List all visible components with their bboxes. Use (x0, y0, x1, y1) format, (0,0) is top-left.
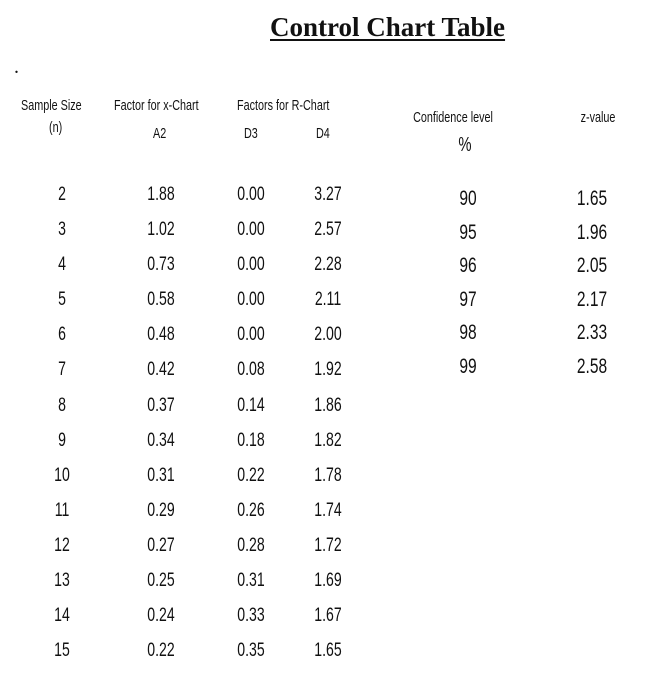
cell-d3: 0.31 (237, 570, 265, 592)
cell-sample-size: 3 (58, 219, 66, 241)
cell-d4: 2.11 (314, 289, 342, 311)
header-sample-size: Sample Size (21, 97, 82, 114)
cell-d3: 0.28 (237, 534, 265, 556)
column-d3 (211, 184, 291, 675)
cell-sample-size: 7 (58, 359, 66, 381)
cell-a2: 0.73 (147, 254, 175, 276)
cell-d4: 1.67 (314, 605, 342, 627)
cell-d3: 0.22 (237, 464, 265, 486)
cell-a2: 0.24 (147, 605, 175, 627)
cell-d3: 0.00 (237, 184, 265, 205)
cell-sample-size: 13 (54, 570, 70, 592)
header-confidence-level: Confidence level (413, 109, 493, 126)
cell-a2: 0.58 (147, 289, 175, 311)
cell-confidence: 90 (459, 187, 477, 210)
column-a2 (121, 184, 201, 675)
cell-d4: 1.92 (314, 359, 342, 381)
cell-sample-size: 6 (58, 324, 66, 346)
header-r-chart: Factors for R-Chart (237, 97, 330, 114)
cell-d4: 1.65 (314, 640, 342, 662)
cell-sample-size: 9 (58, 429, 66, 451)
cell-sample-size: 12 (54, 534, 70, 556)
cell-d4: 1.86 (314, 394, 342, 416)
cell-sample-size: 14 (54, 605, 70, 627)
cell-sample-size: 11 (54, 499, 70, 521)
cell-d3: 0.14 (237, 394, 265, 416)
cell-sample-size: 10 (54, 464, 70, 486)
cell-d4: 1.78 (314, 464, 342, 486)
cell-z-value: 1.96 (576, 220, 608, 244)
cell-z-value: 2.17 (576, 287, 608, 311)
cell-confidence: 97 (459, 287, 477, 311)
cell-z-value: 2.58 (576, 354, 608, 378)
header-confidence-percent: % (458, 134, 472, 156)
cell-a2: 0.37 (147, 394, 175, 416)
cell-d3: 0.26 (237, 499, 265, 521)
column-n (22, 184, 102, 675)
cell-confidence: 96 (459, 254, 477, 278)
cell-a2: 0.29 (147, 499, 175, 521)
cell-a2: 1.88 (147, 184, 175, 205)
cell-d3: 0.35 (237, 640, 265, 662)
cell-a2: 0.31 (147, 464, 175, 486)
cell-d4: 1.69 (314, 570, 342, 592)
cell-sample-size: 2 (58, 184, 66, 205)
cell-a2: 0.22 (147, 640, 175, 662)
cell-confidence: 95 (459, 220, 477, 244)
stray-dot: . (14, 56, 19, 78)
header-a2: A2 (153, 125, 167, 142)
cell-a2: 0.48 (147, 324, 175, 346)
cell-confidence: 98 (459, 321, 477, 345)
cell-sample-size: 8 (58, 394, 66, 416)
header-x-chart: Factor for x-Chart (114, 97, 199, 114)
cell-d3: 0.00 (237, 254, 265, 276)
cell-a2: 0.27 (147, 534, 175, 556)
cell-d4: 1.82 (314, 429, 342, 451)
page-title: Control Chart Table (270, 12, 506, 42)
cell-d3: 0.00 (237, 219, 265, 241)
cell-a2: 1.02 (147, 219, 175, 241)
cell-d3: 0.33 (237, 605, 265, 627)
cell-a2: 0.25 (147, 570, 175, 592)
column-d4 (288, 184, 368, 675)
cell-sample-size: 15 (54, 640, 70, 662)
cell-d3: 0.08 (237, 359, 265, 381)
cell-sample-size: 4 (58, 254, 66, 276)
cell-z-value: 2.05 (576, 254, 608, 278)
cell-d4: 2.28 (314, 254, 342, 276)
cell-d4: 2.00 (314, 324, 342, 346)
cell-d4: 1.74 (314, 499, 342, 521)
cell-a2: 0.34 (147, 429, 175, 451)
cell-z-value: 2.33 (576, 321, 608, 345)
header-sample-size-n: (n) (49, 119, 63, 136)
cell-z-value: 1.65 (576, 187, 608, 210)
cell-a2: 0.42 (147, 359, 175, 381)
cell-sample-size: 5 (58, 289, 66, 311)
cell-confidence: 99 (459, 354, 477, 378)
header-z-value: z-value (580, 109, 616, 126)
header-d4: D4 (316, 125, 330, 142)
cell-d4: 3.27 (314, 184, 342, 205)
cell-d3: 0.00 (237, 324, 265, 346)
header-d3: D3 (244, 125, 258, 142)
cell-d4: 2.57 (314, 219, 342, 241)
cell-d3: 0.18 (237, 429, 265, 451)
cell-d4: 1.72 (314, 534, 342, 556)
column-z (552, 188, 632, 390)
column-confidence (428, 188, 508, 390)
cell-d3: 0.00 (237, 289, 265, 311)
